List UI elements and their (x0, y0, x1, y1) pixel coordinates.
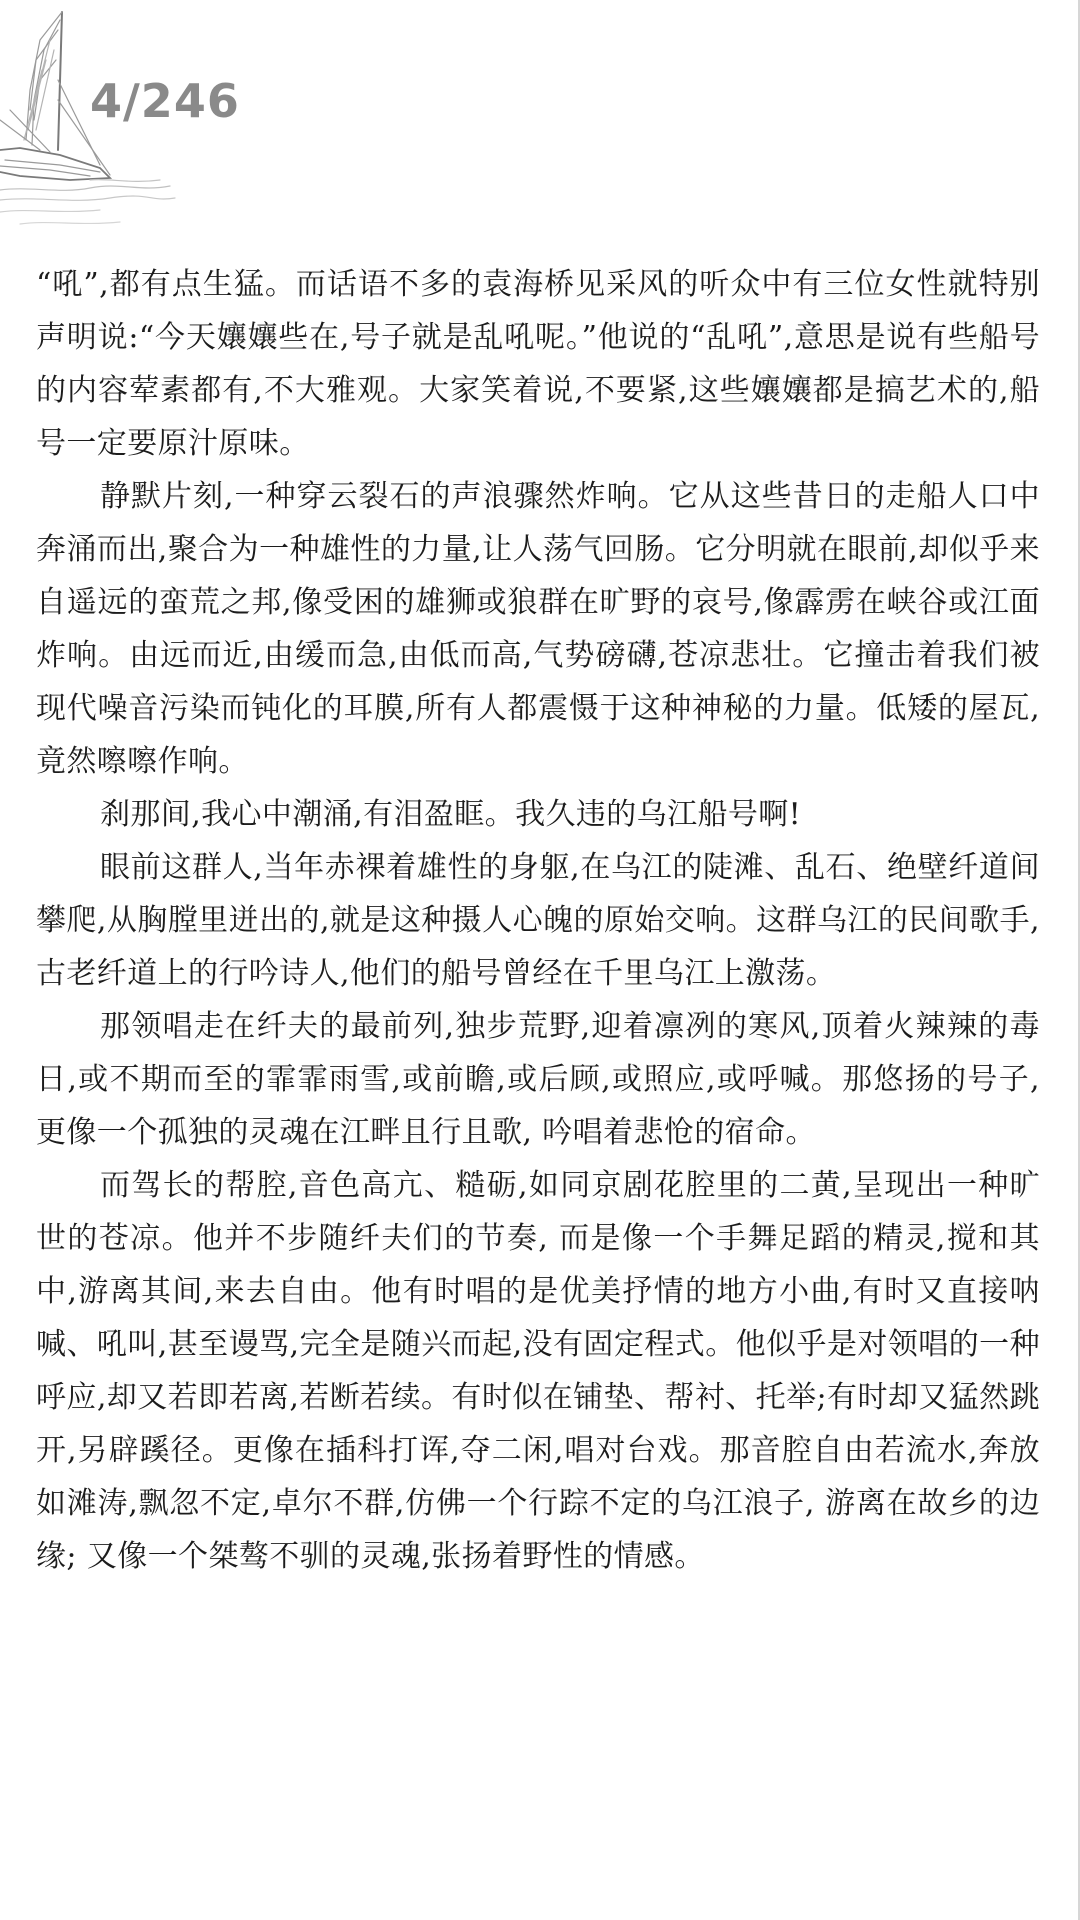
paragraph: 静默片刻,一种穿云裂石的声浪骤然炸响。它从这些昔日的走船人口中奔涌而出,聚合为一种雄性的力量,让人荡气回肠。它分明就在眼前,却似乎来自遥远的蛮荒之邦,像受困的雄狮或狼群在旷野的哀号,像霹雳在峡谷或江面炸响。由远而近,由缓而急,由低而高,气势磅礴,苍凉悲壮。它撞击着我们被现代噪音污染而钝化的耳膜,所有人都震慑于这种神秘的力量。低矮的屋瓦,竟然嚓嚓作响。 (36, 479, 1040, 779)
paragraph: 眼前这群人,当年赤裸着雄性的身躯,在乌江的陡滩、乱石、绝壁纤道间攀爬,从胸膛里迸出的,就是这种摄人心魄的原始交响。这群乌江的民间歌手,古老纤道上的行吟诗人,他们的船号曾经在千里乌江上激荡。 (36, 850, 1040, 991)
page-number: 4/246 (86, 74, 244, 128)
paragraph: 刹那间,我心中潮涌,有泪盈眶。我久违的乌江船号啊! (100, 797, 802, 832)
paragraph: “吼”,都有点生猛。而话语不多的袁海桥见采风的听众中有三位女性就特别声明说:“今天孃孃些在,号子就是乱吼呢。”他说的“乱吼”,意思是说有些船号的内容荤素都有,不大雅观。大家笑着说,不要紧,这些孃孃都是搞艺术的,船号一定要原汁原味。 (36, 267, 1040, 461)
paragraph: 那领唱走在纤夫的最前列,独步荒野,迎着凛冽的寒风,顶着火辣辣的毒日,或不期而至的霏霏雨雪,或前瞻,或后顾,或照应,或呼喊。那悠扬的号子, 更像一个孤独的灵魂在江畔且行且歌, 吟唱着悲怆的宿命。 (36, 1009, 1040, 1150)
paragraph: 而驾长的帮腔,音色高亢、糙砺,如同京剧花腔里的二黄,呈现出一种旷世的苍凉。他并不步随纤夫们的节奏, 而是像一个手舞足蹈的精灵,搅和其中,游离其间,来去自由。他有时唱的是优美抒情的地方小曲,有时又直接呐喊、吼叫,甚至谩骂,完全是随兴而起,没有固定程式。他似乎是对领唱的一种呼应,却又若即若离,若断若续。有时似在铺垫、帮衬、托举;有时却又猛然跳开,另辟蹊径。更像在插科打诨,夺二闲,唱对台戏。那音腔自由若流水,奔放如滩涛,飘忽不定,卓尔不群,仿佛一个行踪不定的乌江浪子, 游离在故乡的边缘; 又像一个桀骜不驯的灵魂,张扬着野性的情感。 (36, 1168, 1040, 1574)
article-body (36, 258, 1040, 1583)
